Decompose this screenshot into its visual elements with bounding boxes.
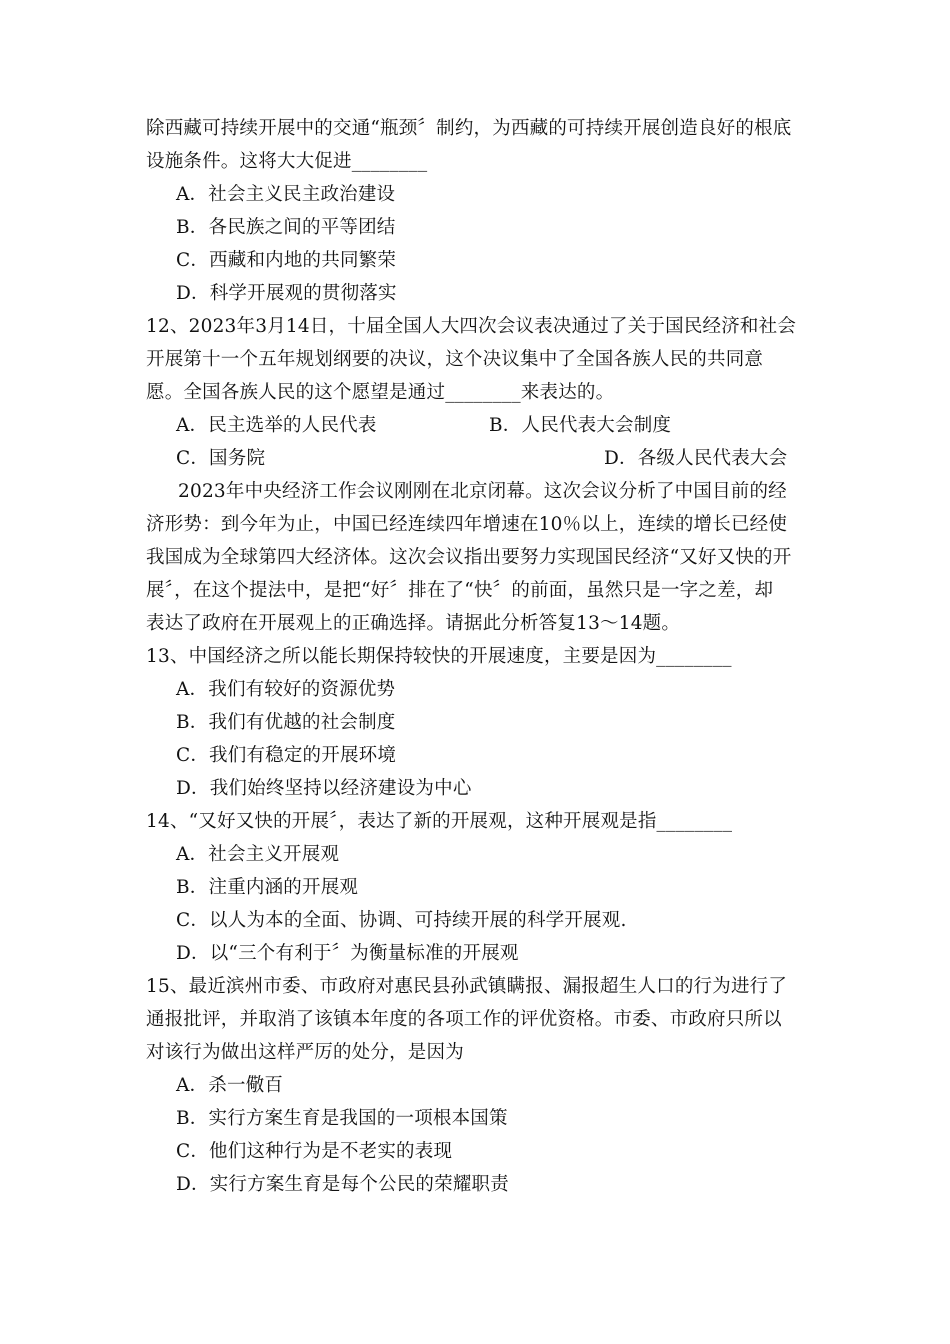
q14-option-d: D．以“三个有利于〞为衡量标准的开展观: [176, 943, 519, 964]
q11-option-a: A．社会主义民主政治建设: [176, 184, 396, 205]
q14-option-c: C．以人为本的全面、协调、可持续开展的科学开展观.: [176, 910, 627, 931]
q15-option-b: B．实行方案生育是我国的一项根本国策: [176, 1108, 508, 1129]
q12-line-3: 愿。全国各族人民的这个愿望是通过________来表达的。: [146, 382, 615, 403]
q13-option-a: A．我们有较好的资源优势: [176, 679, 396, 700]
q14-stem: 14、“又好又快的开展〞，表达了新的开展观，这种开展观是指________: [146, 811, 733, 832]
q12-option-b: B．人民代表大会制度: [489, 415, 672, 436]
q11-option-c: C．西藏和内地的共同繁荣: [176, 250, 397, 271]
q12-line-2: 开展第十一个五年规划纲要的决议，这个决议集中了全国各族人民的共同意: [146, 349, 764, 370]
q15-option-a: A．杀一儆百: [176, 1075, 284, 1096]
passage-line-4: 展〞，在这个提法中，是把“好〞排在了“快〞的前面，虽然只是一字之差，却: [146, 580, 774, 601]
q11-option-d: D．科学开展观的贯彻落实: [176, 283, 397, 304]
q15-line-1: 15、最近滨州市委、市政府对惠民县孙武镇瞒报、漏报超生人口的行为进行了: [146, 976, 788, 997]
passage-line-3: 我国成为全球第四大经济体。这次会议指出要努力实现国民经济“又好又快的开: [146, 547, 792, 568]
q12-option-d: D．各级人民代表大会: [604, 448, 788, 469]
q15-option-d: D．实行方案生育是每个公民的荣耀职责: [176, 1174, 509, 1195]
passage-line-5: 表达了政府在开展观上的正确选择。请据此分析答复13～14题。: [146, 613, 681, 634]
q15-line-3: 对该行为做出这样严厉的处分，是因为: [146, 1042, 464, 1063]
passage-line-1: 2023年中央经济工作会议刚刚在北京闭幕。这次会议分析了中国目前的经: [178, 481, 787, 502]
q13-option-d: D．我们始终坚持以经济建设为中心: [176, 778, 472, 799]
q13-stem: 13、中国经济之所以能长期保持较快的开展速度，主要是因为________: [146, 646, 732, 667]
q12-option-c: C．国务院: [176, 448, 266, 469]
passage-line-2: 济形势：到今年为止，中国已经连续四年增速在10％以上，连续的增长已经使: [146, 514, 788, 535]
q13-option-b: B．我们有优越的社会制度: [176, 712, 396, 733]
intro-line-2: 设施条件。这将大大促进________: [146, 151, 428, 172]
q15-line-2: 通报批评，并取消了该镇本年度的各项工作的评优资格。市委、市政府只所以: [146, 1009, 782, 1030]
q11-option-b: B．各民族之间的平等团结: [176, 217, 396, 238]
q13-option-c: C．我们有稳定的开展环境: [176, 745, 397, 766]
intro-line-1: 除西藏可持续开展中的交通“瓶颈〞制约，为西藏的可持续开展创造良好的根底: [146, 118, 792, 139]
q14-option-b: B．注重内涵的开展观: [176, 877, 359, 898]
q14-option-a: A．社会主义开展观: [176, 844, 340, 865]
q12-line-1: 12、2023年3月14日，十届全国人大四次会议表决通过了关于国民经济和社会: [146, 316, 797, 337]
q15-option-c: C．他们这种行为是不老实的表现: [176, 1141, 453, 1162]
q12-option-a: A．民主选举的人民代表: [176, 415, 377, 436]
